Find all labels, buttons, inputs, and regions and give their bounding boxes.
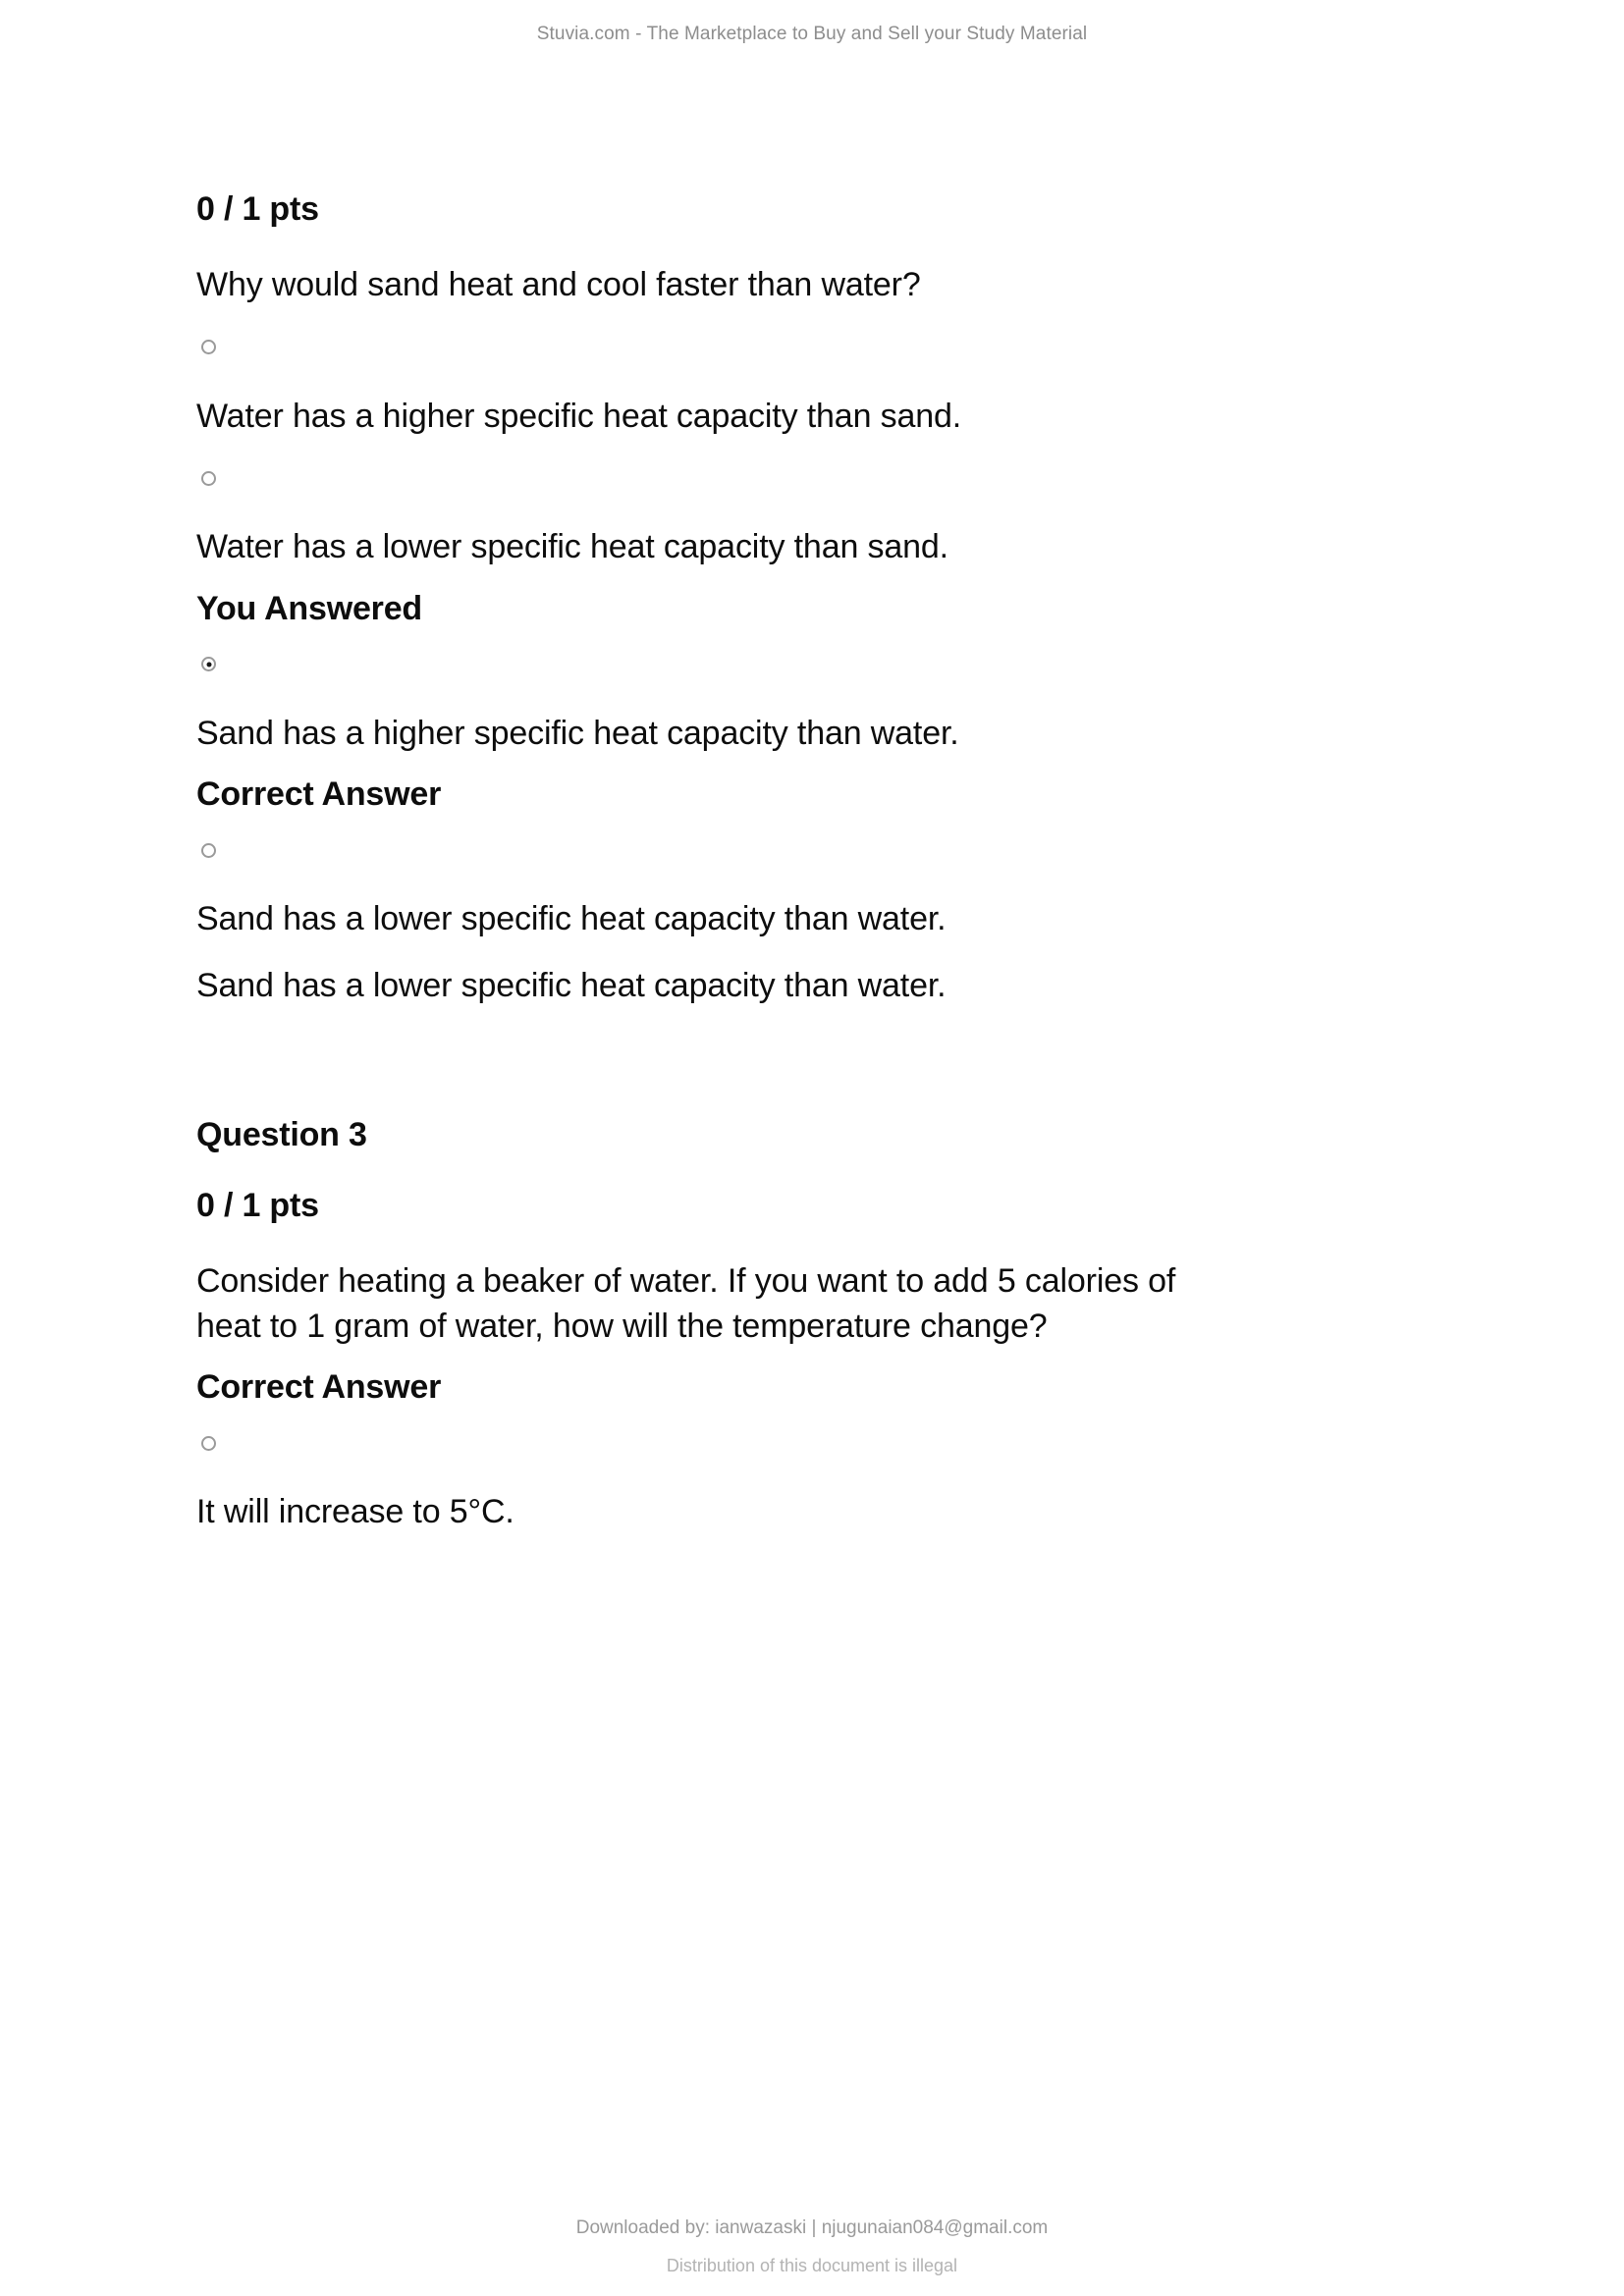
option-c-radio-row[interactable] — [196, 647, 1443, 682]
question-3-prompt-line-2: heat to 1 gram of water, how will the temperature change? — [196, 1307, 1048, 1345]
spacer — [196, 1404, 1443, 1425]
spacer — [196, 811, 1443, 832]
question-3-points: 0 / 1 pts — [196, 1187, 319, 1225]
option-c-label: Sand has a higher specific heat capacity than water. — [196, 714, 959, 752]
radio-unchecked-icon[interactable] — [201, 1436, 216, 1451]
option-a-radio-row[interactable] — [196, 330, 1443, 365]
spacer — [196, 226, 1443, 263]
spacer — [196, 570, 1443, 592]
radio-unchecked-icon[interactable] — [201, 471, 216, 486]
spacer — [196, 625, 1443, 647]
radio-checked-icon[interactable] — [201, 657, 216, 671]
you-answered-label: You Answered — [196, 589, 422, 627]
question-2-correct-answer-label: Correct Answer — [196, 775, 442, 814]
spacer — [196, 1151, 1443, 1189]
question-3-block — [196, 1118, 1443, 1535]
spacer — [196, 1461, 1443, 1490]
option-d-label: Sand has a lower specific heat capacity than water. — [196, 900, 947, 938]
footer-downloaded-by: Downloaded by: ianwazaski | njugunaian084@gmail.com — [575, 2217, 1049, 2238]
spacer — [196, 756, 1443, 777]
spacer — [196, 439, 1443, 460]
section-spacer — [196, 1008, 1443, 1118]
page-footer — [0, 2218, 1624, 2274]
question-3-option-radio-row[interactable] — [196, 1425, 1443, 1461]
option-d-radio-row[interactable] — [196, 832, 1443, 868]
question-2-block — [196, 192, 1443, 1008]
option-a-label: Water has a higher specific heat capacity than sand. — [196, 397, 962, 435]
spacer — [196, 308, 1443, 330]
question-3-correct-answer-label: Correct Answer — [196, 1368, 442, 1407]
question-2-prompt: Why would sand heat and cool faster than water? — [196, 266, 921, 303]
footer-distribution-notice: Distribution of this document is illegal — [666, 2256, 958, 2275]
question-3-correct-answer-text: It will increase to 5°C. — [196, 1493, 514, 1531]
question-3-title: Question 3 — [196, 1116, 367, 1154]
question-2-correct-answer-restatement: Sand has a lower specific heat capacity than water. — [196, 966, 947, 1004]
spacer — [196, 682, 1443, 712]
question-3-prompt-line-1: Consider heating a beaker of water. If you want to add 5 calories of — [196, 1262, 1176, 1301]
spacer — [196, 1222, 1443, 1259]
spacer — [196, 496, 1443, 525]
option-b-label: Water has a lower specific heat capacity than sand. — [196, 528, 948, 566]
radio-unchecked-icon[interactable] — [201, 340, 216, 354]
spacer — [196, 942, 1443, 964]
document-content — [196, 192, 1443, 1535]
question-2-points: 0 / 1 pts — [196, 190, 319, 228]
spacer — [196, 365, 1443, 395]
spacer — [196, 1349, 1443, 1370]
spacer — [196, 868, 1443, 897]
option-b-radio-row[interactable] — [196, 460, 1443, 496]
radio-unchecked-icon[interactable] — [201, 843, 216, 858]
page-header-watermark: Stuvia.com - The Marketplace to Buy and Sell your Study Material — [536, 24, 1088, 44]
